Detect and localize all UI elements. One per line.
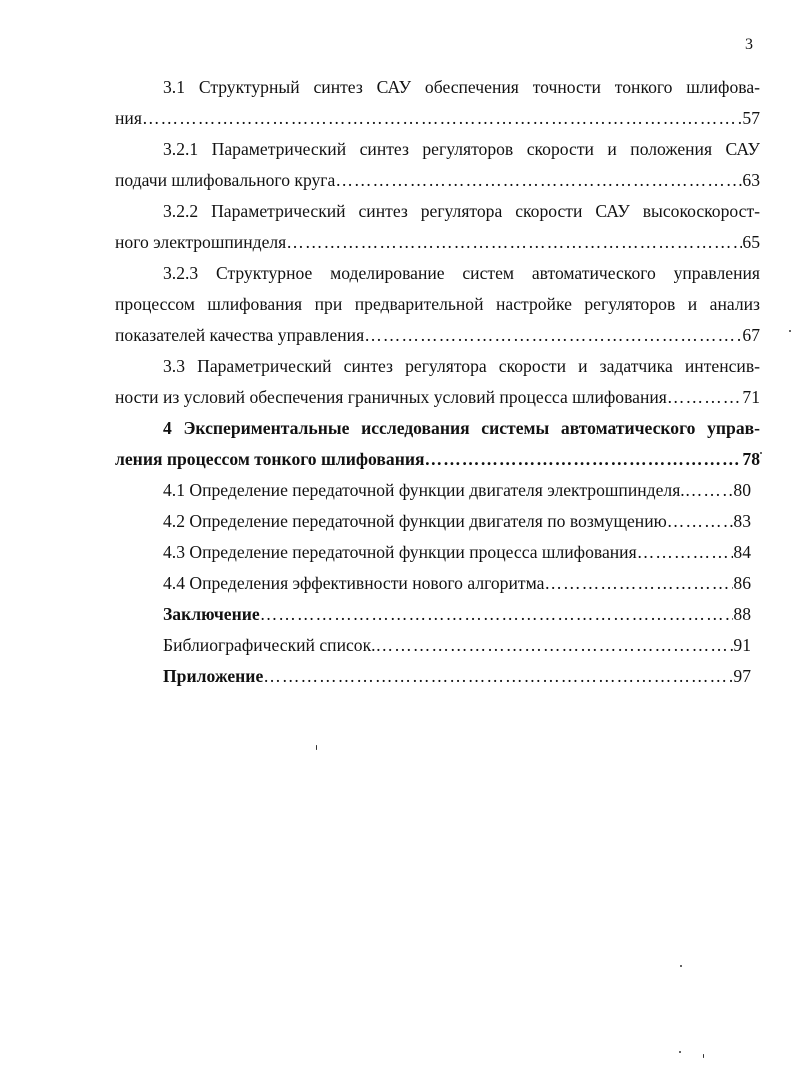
scan-speck [789,330,791,332]
toc-entry-last-line [115,475,751,506]
toc-page-number: 83 [733,511,751,531]
toc-page-number: 67 [742,325,760,345]
toc-entry-last-line [115,320,760,351]
toc-entry-3-2-3[interactable] [115,258,760,351]
toc-entry-text: ления процессом тонкого шлифования [115,449,425,469]
toc-page-number: 91 [733,635,751,655]
dot-leader [286,227,742,258]
page-number: 3 [745,36,753,53]
toc-entry-conclusion[interactable] [115,599,760,630]
dot-leader [637,537,734,568]
toc-page-number: 57 [742,108,760,128]
dot-leader [667,506,734,537]
scan-speck [316,745,317,750]
toc-entry-text: 4.4 Определения эффективности нового алгоритма [163,573,545,593]
toc-entry-3-2-1[interactable] [115,134,760,196]
toc-entry-last-line [115,382,760,413]
toc-entry-last-line [115,506,751,537]
dot-leader [667,382,743,413]
scan-speck [679,1051,681,1053]
toc-entry-appendix[interactable] [115,661,760,692]
dot-leader [364,320,742,351]
toc-entry-last-line [115,444,760,475]
toc-entry-4-3[interactable] [115,537,760,568]
toc-entry-line: 3.2.1 Параметрический синтез регуляторов скорости и положения САУ [163,139,760,159]
toc-entry-line: 3.1 Структурный синтез САУ обеспечения точности тонкого шлифова- [163,77,760,97]
toc-entry-text: Приложение [163,666,264,686]
toc-entry-3-1[interactable] [115,72,760,134]
toc-entry-4-1[interactable] [115,475,760,506]
dot-leader [260,599,734,630]
toc-entry-line: 3.2.3 Структурное моделирование систем автоматического управления [163,263,760,283]
toc-entry-3-2-2[interactable] [115,196,760,258]
toc-entry-last-line [115,630,751,661]
toc-entry-last-line [115,537,751,568]
dot-leader [425,444,743,475]
toc-page-number: 80 [733,480,751,500]
dot-leader [335,165,742,196]
toc-entry-text: подачи шлифовального круга [115,170,336,190]
toc-page-number: 97 [733,666,751,686]
toc-entry-last-line [115,165,760,196]
toc-entry-line: 3.2.2 Параметрический синтез регулятора скорости САУ высокоскорост- [163,201,760,221]
toc-entry-text: 4.2 Определение передаточной функции двигателя по возмущению [163,511,667,531]
toc-entry-text: ности из условий обеспечения граничных условий процесса шлифования [115,387,667,407]
toc-entry-last-line [115,227,760,258]
toc-entry-last-line [115,661,751,692]
toc-entry-text: 4.3 Определение передаточной функции процесса шлифования [163,542,637,562]
toc-entry-text: Библиографический список. [163,635,376,655]
toc-page-number: 86 [733,573,751,593]
toc-entry-last-line [115,599,751,630]
scan-speck [703,1054,704,1058]
scan-speck [680,965,682,967]
toc-entry-4-2[interactable] [115,506,760,537]
toc-page-number: 71 [742,387,760,407]
toc-page-number: 84 [733,542,751,562]
toc-entry-line: процессом шлифования при предварительной настройке регуляторов и анализ [115,294,760,314]
dot-leader [263,661,733,692]
dot-leader [544,568,733,599]
scan-speck [760,452,762,454]
toc-entry-text: 4.1 Определение передаточной функции двигателя электрошпинделя. [163,480,685,500]
toc-entry-line: 4 Экспериментальные исследования системы автоматического управ- [163,418,760,438]
table-of-contents [115,72,760,692]
toc-entry-last-line [115,103,760,134]
toc-entry-text: ния [115,108,142,128]
toc-entry-last-line [115,568,751,599]
toc-entry-text: показателей качества управления [115,325,365,345]
dot-leader [376,630,734,661]
toc-page-number: 78 [742,449,760,469]
toc-entry-4[interactable] [115,413,760,475]
toc-page-number: 88 [733,604,751,624]
toc-entry-line: 3.3 Параметрический синтез регулятора скорости и задатчика интенсив- [163,356,760,376]
toc-entry-text: ного электрошпинделя [115,232,287,252]
toc-entry-4-4[interactable] [115,568,760,599]
toc-page-number: 63 [742,170,760,190]
toc-entry-3-3[interactable] [115,351,760,413]
toc-entry-text: Заключение [163,604,260,624]
toc-entry-bibliography[interactable] [115,630,760,661]
dot-leader [142,103,742,134]
dot-leader [685,475,734,506]
toc-page-number: 65 [742,232,760,252]
